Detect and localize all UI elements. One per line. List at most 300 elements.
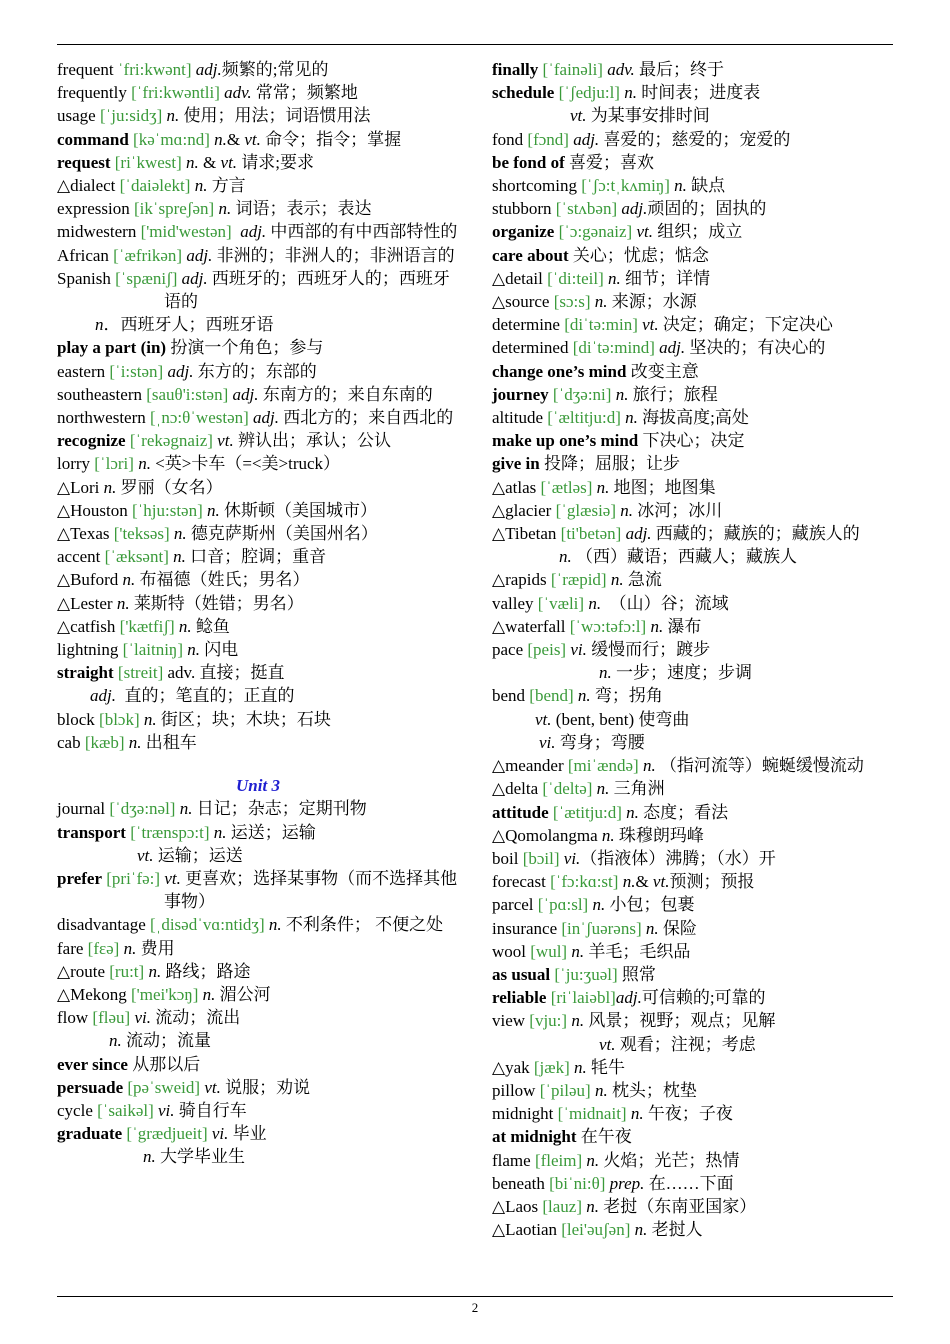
triangle-icon: △ — [57, 570, 71, 590]
vocab-sense — [492, 545, 892, 568]
headword: valley — [492, 593, 534, 613]
headword: rapids — [505, 570, 547, 590]
vocab-entry — [57, 1006, 459, 1029]
vocab-entry — [492, 870, 892, 893]
definition: adj. 西北方的；来自西北的 — [253, 408, 454, 428]
headword: frequently — [57, 83, 127, 103]
definition: n. 小包；包裹 — [592, 895, 695, 915]
definition: vi. 缓慢而行；踱步 — [570, 640, 711, 660]
headword: ever since — [57, 1054, 128, 1074]
definition: n. 羊毛；毛织品 — [571, 941, 691, 961]
vocab-entry — [57, 592, 459, 615]
headword: straight — [57, 663, 114, 683]
vocab-entry — [492, 777, 892, 800]
vocab-entry — [57, 383, 459, 406]
definition: n. 出租车 — [128, 732, 197, 752]
definition: adj. 西藏的；藏族的；藏族人的 — [625, 524, 860, 544]
headword: organize — [492, 222, 555, 242]
headword: usage — [57, 106, 96, 126]
headword: eastern — [57, 361, 106, 381]
vocab-entry — [57, 1053, 459, 1076]
definition: n. 细节；详情 — [608, 268, 710, 288]
headword: pillow — [492, 1080, 536, 1100]
vocab-entry — [492, 174, 892, 197]
headword: graduate — [57, 1124, 123, 1144]
definition: n. 来源；水源 — [594, 292, 697, 312]
headword: be fond of — [492, 152, 565, 172]
phonetic: [jæk] — [533, 1057, 570, 1077]
definition: vi. 弯身；弯腰 — [539, 732, 645, 752]
vocab-entry — [57, 797, 459, 820]
headword: Mekong — [70, 984, 127, 1004]
phonetic: [lauz] — [542, 1196, 583, 1216]
vocab-entry — [492, 1218, 892, 1241]
phonetic: [ˈdaiəlekt] — [119, 176, 191, 196]
headword: view — [492, 1011, 526, 1031]
phonetic: [ˌnɔ:θˈwestən] — [150, 408, 249, 428]
vocab-entry — [492, 360, 892, 383]
definition: n.& vt.预测；预报 — [622, 872, 755, 892]
definition: n. 使用；用法；词语惯用法 — [166, 106, 371, 126]
vocab-list-unit3 — [57, 797, 459, 1168]
vocab-entry — [492, 801, 892, 824]
definition: n. 风景；视野；观点；见解 — [571, 1011, 776, 1031]
definition: n. <英>卡车（=<美>truck） — [138, 454, 341, 474]
definition: n. 弯；拐角 — [577, 686, 663, 706]
headword: Lester — [70, 593, 113, 613]
vocab-entry — [57, 476, 459, 499]
definition: n. 不利条件； 不便之处 — [268, 915, 444, 935]
vocab-entry — [57, 983, 459, 1006]
triangle-icon: △ — [57, 984, 71, 1004]
vocab-entry — [57, 499, 459, 522]
vocab-entry — [57, 615, 459, 638]
definition: 改变主意 — [626, 361, 699, 381]
vocab-entry — [492, 429, 892, 452]
definition: prep. 在……下面 — [609, 1173, 734, 1193]
phonetic: [ˈlaitniŋ] — [122, 640, 183, 660]
vocab-sense — [492, 661, 892, 684]
headword: transport — [57, 822, 126, 842]
headword: Buford — [70, 570, 119, 590]
phonetic: [wul] — [530, 941, 568, 961]
triangle-icon: △ — [492, 477, 506, 497]
definition: n. 大学毕业生 — [143, 1147, 245, 1167]
vocab-entry — [492, 1195, 892, 1218]
phonetic: [ˈvæli] — [537, 593, 585, 613]
headword: Tibetan — [505, 524, 557, 544]
vocab-sense — [492, 708, 892, 731]
vocab-entry — [492, 220, 892, 243]
phonetic: [lei'əuʃən] — [561, 1220, 631, 1240]
triangle-icon: △ — [492, 292, 506, 312]
headword: give in — [492, 454, 540, 474]
definition: vt. 组织；成立 — [636, 222, 743, 242]
definition: 照常 — [617, 964, 656, 984]
headword: dialect — [70, 176, 116, 196]
phonetic: [fleim] — [534, 1150, 583, 1170]
definition: n. 珠穆朗玛峰 — [601, 825, 704, 845]
vocab-entry — [492, 638, 892, 661]
phonetic: [ti'betən] — [560, 524, 622, 544]
phonetic: [ˈgrædjueit] — [126, 1124, 208, 1144]
definition: n. 保险 — [645, 918, 697, 938]
vocab-entry — [492, 1009, 892, 1032]
vocab-entry — [57, 867, 459, 913]
definition: n. 冰河；冰川 — [620, 500, 723, 520]
definition: vt. 为某事安排时间 — [570, 106, 710, 126]
headword: southeastern — [57, 384, 142, 404]
definition: vt. 说服；劝说 — [204, 1077, 311, 1097]
definition: n. （指河流等）蜿蜒缓慢流动 — [642, 756, 864, 776]
headword: shortcoming — [492, 176, 577, 196]
phonetic: [ˈætitju:d] — [552, 802, 622, 822]
vocab-entry — [57, 545, 459, 568]
phonetic: [riˈlaiəbl] — [550, 988, 616, 1008]
vocab-entry — [492, 684, 892, 707]
vocab-entry — [57, 638, 459, 661]
definition: n. 运送；运输 — [213, 822, 316, 842]
headword: play a part (in) — [57, 338, 167, 358]
definition: adj.可信赖的;可靠的 — [615, 988, 766, 1008]
definition: adj. 东方的；东部的 — [167, 361, 317, 381]
headword: determined — [492, 338, 569, 358]
phonetic: [ˈæksənt] — [104, 547, 169, 567]
definition: adv. 最后；终于 — [607, 60, 724, 79]
vocab-entry — [492, 522, 892, 545]
vocab-entry — [492, 893, 892, 916]
vocab-sense — [492, 104, 892, 127]
headword: flame — [492, 1150, 531, 1170]
phonetic: [ˈæfrikən] — [113, 245, 183, 265]
headword: atlas — [505, 477, 537, 497]
headword: altitude — [492, 408, 543, 428]
phonetic: [ˈʃɔ:tˌkʌmiŋ] — [581, 176, 670, 196]
triangle-icon: △ — [492, 524, 506, 544]
phonetic: [fləu] — [92, 1008, 131, 1028]
vocab-entry — [492, 499, 892, 522]
phonetic: [ˈtrænspɔ:t] — [130, 822, 210, 842]
headword: command — [57, 129, 129, 149]
headword: insurance — [492, 918, 558, 938]
phonetic: [sɔ:s] — [553, 292, 591, 312]
vocab-entry — [492, 1125, 892, 1148]
headword: Texas — [70, 524, 110, 544]
definition: n. 三角洲 — [596, 779, 665, 799]
headword: flow — [57, 1008, 89, 1028]
triangle-icon: △ — [57, 593, 71, 613]
phonetic: [sauθ'i:stən] — [146, 384, 229, 404]
headword: frequent — [57, 60, 114, 79]
phonetic: [vju:] — [529, 1011, 568, 1031]
triangle-icon: △ — [57, 961, 71, 981]
headword: care about — [492, 245, 569, 265]
vocab-entry — [492, 1172, 892, 1195]
headword: block — [57, 709, 95, 729]
definition: n. 日记；杂志；定期刊物 — [179, 799, 367, 819]
definition: 扮演一个角色；参与 — [166, 338, 324, 358]
definition: 关心；忧虑；惦念 — [568, 245, 709, 265]
vocab-sense — [57, 313, 459, 336]
right-column — [492, 58, 892, 1241]
headword: stubborn — [492, 199, 552, 219]
definition: vi.（指液体）沸腾；（水）开 — [563, 848, 776, 868]
phonetic: [ˈmidnait] — [557, 1104, 627, 1124]
headword: Laotian — [505, 1220, 557, 1240]
phonetic: [kəˈmɑ:nd] — [133, 129, 210, 149]
definition: n. 地图；地图集 — [596, 477, 716, 497]
definition: n. 德克萨斯州（美国州名） — [173, 524, 378, 544]
vocab-entry — [57, 336, 459, 359]
definition: adj.频繁的;常见的 — [195, 60, 329, 79]
definition: vt. 观看；注视；考虑 — [599, 1034, 756, 1054]
definition: adj. 非洲的；非洲人的；非洲语言的 — [186, 245, 455, 265]
phonetic: [fɛə] — [87, 938, 120, 958]
definition: 喜爱；喜欢 — [564, 152, 654, 172]
phonetic: [ˈræpid] — [550, 570, 607, 590]
phonetic: [ˈdeltə] — [542, 779, 593, 799]
triangle-icon: △ — [57, 616, 71, 636]
phonetic: [bɔil] — [522, 848, 560, 868]
vocab-entry — [492, 58, 892, 81]
phonetic: [ˈdi:teil] — [547, 268, 604, 288]
vocab-entry — [492, 824, 892, 847]
headword: forecast — [492, 872, 546, 892]
vocab-sense — [57, 1029, 459, 1052]
definition: n. 词语；表示；表达 — [218, 199, 372, 219]
definition: n. 火焰；光芒；热情 — [586, 1150, 740, 1170]
definition: adj. 喜爱的；慈爱的；宠爱的 — [573, 129, 791, 149]
headword: source — [505, 292, 550, 312]
vocab-sense — [57, 844, 459, 867]
phonetic: [ˈsaikəl] — [97, 1100, 154, 1120]
vocab-entry — [492, 1079, 892, 1102]
vocab-entry — [492, 568, 892, 591]
headword: disadvantage — [57, 915, 146, 935]
phonetic: ['mei'kɔŋ] — [131, 984, 199, 1004]
vocab-entry — [57, 937, 459, 960]
headword: parcel — [492, 895, 534, 915]
definition: vt. 辨认出；承认；公认 — [217, 431, 391, 451]
phonetic: [peis] — [527, 640, 567, 660]
vocab-entry — [57, 244, 459, 267]
definition: n. 缺点 — [674, 176, 726, 196]
headword: midnight — [492, 1104, 554, 1124]
headword: lorry — [57, 454, 91, 474]
phonetic: [ˈi:stən] — [109, 361, 164, 381]
definition: adj. 西班牙的；西班牙人的；西班牙语的 — [164, 268, 450, 312]
phonetic: [ˈfri:kwəntli] — [131, 83, 220, 103]
phonetic: [ˌdisədˈvɑ:ntidʒ] — [150, 915, 265, 935]
phonetic: [ru:t] — [109, 961, 145, 981]
definition: n. 海拔高度;高处 — [625, 408, 749, 428]
triangle-icon: △ — [57, 524, 71, 544]
page-number: 2 — [471, 1300, 479, 1315]
definition: n.& vt. 命令；指令；掌握 — [214, 129, 402, 149]
headword: recognize — [57, 431, 126, 451]
vocab-entry — [57, 360, 459, 383]
vocab-entry — [492, 151, 892, 174]
phonetic: ['mid'westən] — [140, 222, 232, 242]
headword: yak — [505, 1057, 530, 1077]
headword: request — [57, 152, 111, 172]
phonetic: [ˈpɑ:sl] — [537, 895, 589, 915]
definition: n. 罗丽（女名） — [103, 477, 223, 497]
vocab-sense — [57, 684, 459, 707]
headword: beneath — [492, 1173, 545, 1193]
vocab-entry — [492, 290, 892, 313]
vocab-list-right — [492, 58, 892, 1241]
definition: n. & vt. 请求;要求 — [186, 152, 315, 172]
phonetic: [ˈlɔri] — [94, 454, 134, 474]
definition: vt. 决定；确定；下定决心 — [642, 315, 833, 335]
headword: cycle — [57, 1100, 93, 1120]
vocab-entry — [57, 151, 459, 174]
headword: route — [70, 961, 106, 981]
triangle-icon: △ — [492, 756, 506, 776]
definition: n. 老挝人 — [634, 1220, 703, 1240]
phonetic: [ˈʃedju:l] — [558, 83, 620, 103]
phonetic: [priˈfə:] — [106, 868, 161, 888]
headword: delta — [505, 779, 539, 799]
definition: n. 态度；看法 — [626, 802, 729, 822]
definition: n. 街区；块；木块；石块 — [143, 709, 331, 729]
vocab-sense — [492, 731, 892, 754]
phonetic: [ikˈspreʃən] — [133, 199, 215, 219]
definition: n. 一步；速度；步调 — [599, 663, 752, 683]
headword: fare — [57, 938, 84, 958]
vocab-entry — [57, 452, 459, 475]
headword: detail — [505, 268, 543, 288]
headword: waterfall — [505, 616, 566, 636]
headword: reliable — [492, 988, 547, 1008]
triangle-icon: △ — [492, 1196, 506, 1216]
triangle-icon: △ — [57, 477, 71, 497]
vocab-sense — [492, 1033, 892, 1056]
vocab-entry — [492, 476, 892, 499]
headword: Qomolangma — [505, 825, 598, 845]
triangle-icon: △ — [492, 1057, 506, 1077]
triangle-icon: △ — [492, 825, 506, 845]
headword: Lori — [70, 477, 100, 497]
footer-rule — [57, 1296, 893, 1297]
definition: 在午夜 — [576, 1127, 632, 1147]
definition: vi. 骑自行车 — [158, 1100, 247, 1120]
phonetic: [ˈspæniʃ] — [115, 268, 178, 288]
triangle-icon: △ — [492, 570, 506, 590]
definition: adj. 东南方的；来自东南的 — [232, 384, 433, 404]
vocab-entry — [492, 244, 892, 267]
headword: attitude — [492, 802, 549, 822]
vocab-entry — [492, 963, 892, 986]
vocab-entry — [492, 1056, 892, 1079]
definition: n. （西）藏语；西藏人；藏族人 — [559, 547, 797, 567]
headword: Houston — [70, 500, 128, 520]
definition: 下决心；决定 — [638, 431, 745, 451]
definition: 从那以后 — [127, 1054, 201, 1074]
headword: determine — [492, 315, 560, 335]
phonetic: [ˈglæsiə] — [555, 500, 617, 520]
phonetic: [ˈhju:stən] — [131, 500, 203, 520]
headword: make up one’s mind — [492, 431, 639, 451]
headword: meander — [505, 756, 564, 776]
definition: vi. 流动；流出 — [134, 1008, 241, 1028]
headword: as usual — [492, 964, 551, 984]
phonetic: [ˈwɔ:təfɔ:l] — [569, 616, 647, 636]
vocab-entry — [492, 81, 892, 104]
phonetic: [diˈtə:min] — [564, 315, 638, 335]
vocab-entry — [492, 986, 892, 1009]
definition: vt. 更喜欢；选择某事物（而不选择其他事物） — [164, 868, 458, 912]
phonetic: ['kætfiʃ] — [119, 616, 175, 636]
vocab-entry — [492, 313, 892, 336]
phonetic: [inˈʃuərəns] — [561, 918, 642, 938]
headword: Spanish — [57, 268, 111, 288]
vocab-list-left — [57, 58, 459, 754]
headword: northwestern — [57, 408, 146, 428]
vocab-entry — [57, 197, 459, 220]
definition: adj. 中西部的有中西部特性的 — [240, 222, 458, 242]
headword: midwestern — [57, 222, 137, 242]
definition: n. （山）谷；流域 — [588, 593, 729, 613]
vocab-entry — [57, 174, 459, 197]
vocab-entry — [57, 104, 459, 127]
vocab-entry — [57, 267, 459, 313]
vocab-entry — [57, 1099, 459, 1122]
vocab-entry — [492, 452, 892, 475]
vocab-entry — [492, 940, 892, 963]
vocab-entry — [57, 960, 459, 983]
phonetic: [ˈju:ʒuəl] — [554, 964, 618, 984]
headword: lightning — [57, 640, 119, 660]
triangle-icon: △ — [492, 268, 506, 288]
triangle-icon: △ — [492, 1220, 506, 1240]
vocab-entry — [57, 58, 459, 81]
definition: n．西班牙人；西班牙语 — [95, 315, 274, 335]
definition: n. 口音；腔调；重音 — [173, 547, 327, 567]
triangle-icon: △ — [492, 779, 506, 799]
vocab-entry — [492, 754, 892, 777]
vocab-sense — [57, 1145, 459, 1168]
vocab-entry — [492, 917, 892, 940]
vocab-entry — [492, 267, 892, 290]
vocab-entry — [57, 128, 459, 151]
header-rule — [57, 44, 893, 45]
definition: 投降；屈服；让步 — [539, 454, 680, 474]
vocab-entry — [57, 821, 459, 844]
definition: n. 路线；路途 — [148, 961, 251, 981]
definition: n. 费用 — [123, 938, 175, 958]
definition: n. 方言 — [194, 176, 246, 196]
headword: wool — [492, 941, 526, 961]
headword: persuade — [57, 1077, 124, 1097]
headword: pace — [492, 640, 524, 660]
vocab-entry — [57, 708, 459, 731]
phonetic: [ˈfɔ:kɑ:st] — [550, 872, 619, 892]
phonetic: [miˈændə] — [567, 756, 639, 776]
definition: n. 急流 — [610, 570, 662, 590]
definition: n. 休斯顿（美国城市） — [207, 500, 378, 520]
triangle-icon: △ — [57, 500, 71, 520]
headword: African — [57, 245, 109, 265]
phonetic: [blɔk] — [99, 709, 140, 729]
phonetic: [diˈtə:mind] — [572, 338, 655, 358]
left-column — [57, 58, 459, 1169]
triangle-icon: △ — [57, 176, 71, 196]
vocab-entry — [492, 197, 892, 220]
phonetic: [ˈɔ:gənaiz] — [558, 222, 633, 242]
definition: n. 老挝（东南亚国家） — [586, 1196, 757, 1216]
